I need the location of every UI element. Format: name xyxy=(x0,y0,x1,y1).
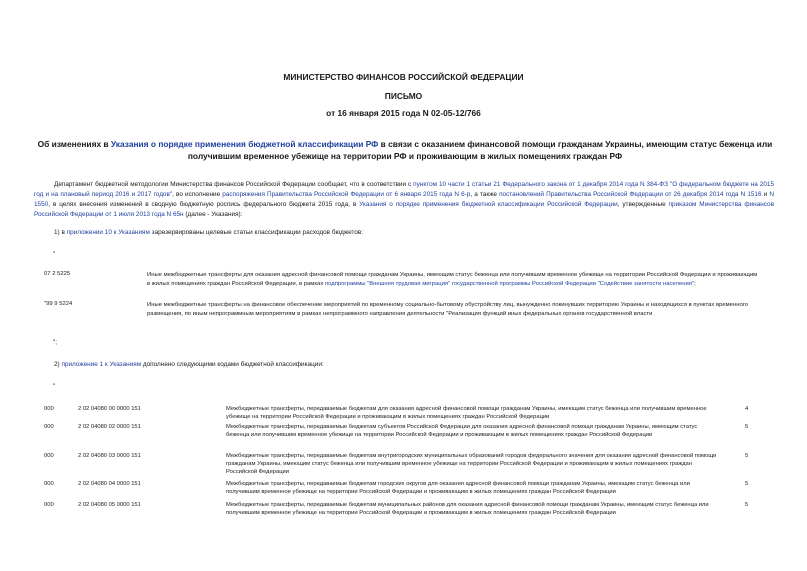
admin-code: 000 xyxy=(44,481,54,487)
bk-code: 2 02 04080 05 0000 151 xyxy=(78,502,141,508)
bk-level: 5 xyxy=(745,453,749,459)
bk-description: Межбюджетные трансферты, передаваемые бюджетам внутригородских муниципальных образований городов федерального значения для оказания адресной финансовой помощи гражданам Украины, имеющим статус беженца или получившим временное убежище на территории Российской Федерации и проживающим в жилых помещениях граждан Российской Федерации xyxy=(226,453,717,475)
link-minfin-order[interactable]: приказом Министерства финансов Российской Федерации от 1 июля 2013 года N 65н xyxy=(34,201,775,218)
admin-code: 000 xyxy=(44,502,54,508)
link-resolution-1550[interactable]: N 1550 xyxy=(34,191,774,208)
link-appendix-10[interactable]: приложении 10 к Указаниям xyxy=(66,229,150,236)
link-government-order[interactable]: распоряжения Правительства Российской Федерации от 6 января 2015 года N 6-р xyxy=(222,191,471,198)
document-title: Об изменениях в Указания о порядке применения бюджетной классификации РФ в связи с оказанием финансовой помощи гражданам Украины, имеющим статус беженца или получившим временное убежище на территории РФ и проживающим в жилых помещениях граждан РФ xyxy=(37,139,773,161)
point-1: 1) в приложении 10 к Указаниям зарезервированы целевые статьи классификации расходов бюджетов: xyxy=(54,229,364,236)
document-date-number: от 16 января 2015 года N 02-05-12/766 xyxy=(326,108,481,118)
link-federal-law[interactable]: пунктом 10 части 1 статьи 21 Федерального закона от 1 декабря 2014 года N 384-ФЗ "О федеральном бюджете на 2015 год и на плановый период 2016 и 2017 годов" xyxy=(34,181,774,198)
bk-level: 5 xyxy=(745,502,749,508)
bk-level: 5 xyxy=(745,424,749,430)
bk-level: 4 xyxy=(745,406,749,412)
bk-level: 5 xyxy=(745,481,749,487)
link-appendix-1[interactable]: приложение 1 к Указаниям xyxy=(61,361,142,368)
admin-code: 000 xyxy=(44,424,54,430)
bk-description: Межбюджетные трансферты, передаваемые бюджетам муниципальных районов для оказания адресной финансовой помощи гражданам Украины, имеющим статус беженца или получившим временное убежище на территории Российской Федерации и проживающим в жилых помещениях граждан Российской Федерации xyxy=(226,502,709,516)
quote-open-1: " xyxy=(53,251,56,258)
bk-code: 2 02 04080 00 0000 151 xyxy=(78,406,141,412)
bk-code: 2 02 04080 04 0000 151 xyxy=(78,481,141,487)
bk-description: Межбюджетные трансферты, передаваемые бюджетам для оказания адресной финансовой помощи гражданам Украины, имеющим статус беженца или получившим временное убежище на территории Российской Федерации и проживающим в жилых помещениях граждан Российской Федерации xyxy=(226,406,707,420)
intro-paragraph: Департамент бюджетной методологии Министерства финансов Российской Федерации сообщает, что в соответствии с пунктом 10 части 1 статьи 21 Федерального закона от 1 декабря 2014 года N 384-ФЗ "О федеральном бюджете на 2015 год и на плановый период 2016 и 2017 годов", во исполнение распоряжения Правительства Российской Федерации от 6 января 2015 года N 6-р, а также постановлений Правительства Российской Федерации от 26 декабря 2014 года N 1516 и N 1550, в целях внесения изменений в сводную бюджетную роспись федерального бюджета 2015 года, в Указания о порядке применения бюджетной классификации Российской Федерации, утвержденные приказом Министерства финансов Российской Федерации от 1 июля 2013 года N 65н (далее - Указания): xyxy=(34,181,775,218)
bk-description: Межбюджетные трансферты, передаваемые бюджетам городских округов для оказания адресной финансовой помощи гражданам Украины, имеющим статус беженца или получившим временное убежище на территории Российской Федерации и проживающим в жилых помещениях граждан Российской Федерации xyxy=(226,481,690,495)
bk-code: 2 02 04080 03 0000 151 xyxy=(78,453,141,459)
target-code: "99 9 5224 xyxy=(44,301,73,307)
target-description: Иные межбюджетные трансферты на финансовое обеспечение мероприятий по временному социально-бытовому обустройству лиц, вынужденно покинувших территорию Украины и находящихся в пунктах временного размещения, по иным непрограммным мероприятиям в рамках непрограммного направления деятельности "Реализация функций иных федеральных органов государственной власти xyxy=(147,302,749,317)
admin-code: 000 xyxy=(44,406,54,412)
link-budget-instructions[interactable]: Указания о порядке применения бюджетной классификации Российской Федерации xyxy=(359,201,618,208)
ministry-header: МИНИСТЕРСТВО ФИНАНСОВ РОССИЙСКОЙ ФЕДЕРАЦИИ xyxy=(283,72,524,82)
link-government-resolution-1516[interactable]: постановлений Правительства Российской Федерации от 26 декабря 2014 года N 1516 xyxy=(499,191,762,198)
bk-code: 2 02 04080 02 0000 151 xyxy=(78,424,141,430)
quote-open-2: " xyxy=(53,383,56,390)
bk-description: Межбюджетные трансферты, передаваемые бюджетам субъектов Российской Федерации для оказания адресной финансовой помощи гражданам Украины, имеющим статус беженца или получившим временное убежище на территории Российской Федерации и проживающим в жилых помещениях граждан Российской Федерации xyxy=(226,424,698,438)
admin-code: 000 xyxy=(44,453,54,459)
link-subprogram-migration[interactable]: подпрограммы "Внешняя трудовая миграция" государственной программы Российской Федерации "Содействие занятости населения" xyxy=(324,280,695,287)
quote-close-1: "; xyxy=(53,339,58,346)
point-2: 2) приложение 1 к Указаниям дополнено следующими кодами бюджетной классификации: xyxy=(54,361,324,368)
document-type: ПИСЬМО xyxy=(384,91,423,101)
target-code: 07 2 5225 xyxy=(44,271,71,277)
title-link-instructions[interactable]: Указания о порядке применения бюджетной классификации РФ xyxy=(110,139,379,149)
target-description: Иные межбюджетные трансферты для оказания адресной финансовой помощи гражданам Украины, имеющим статус беженца или получившим временное убежище на территории Российской Федерации и проживающим в жилых помещениях граждан Российской Федерации, в рамках подпрограммы "Внешняя трудовая миграция" государственной программы Российской Федерации "Содействие занятости населения"; xyxy=(147,272,758,287)
